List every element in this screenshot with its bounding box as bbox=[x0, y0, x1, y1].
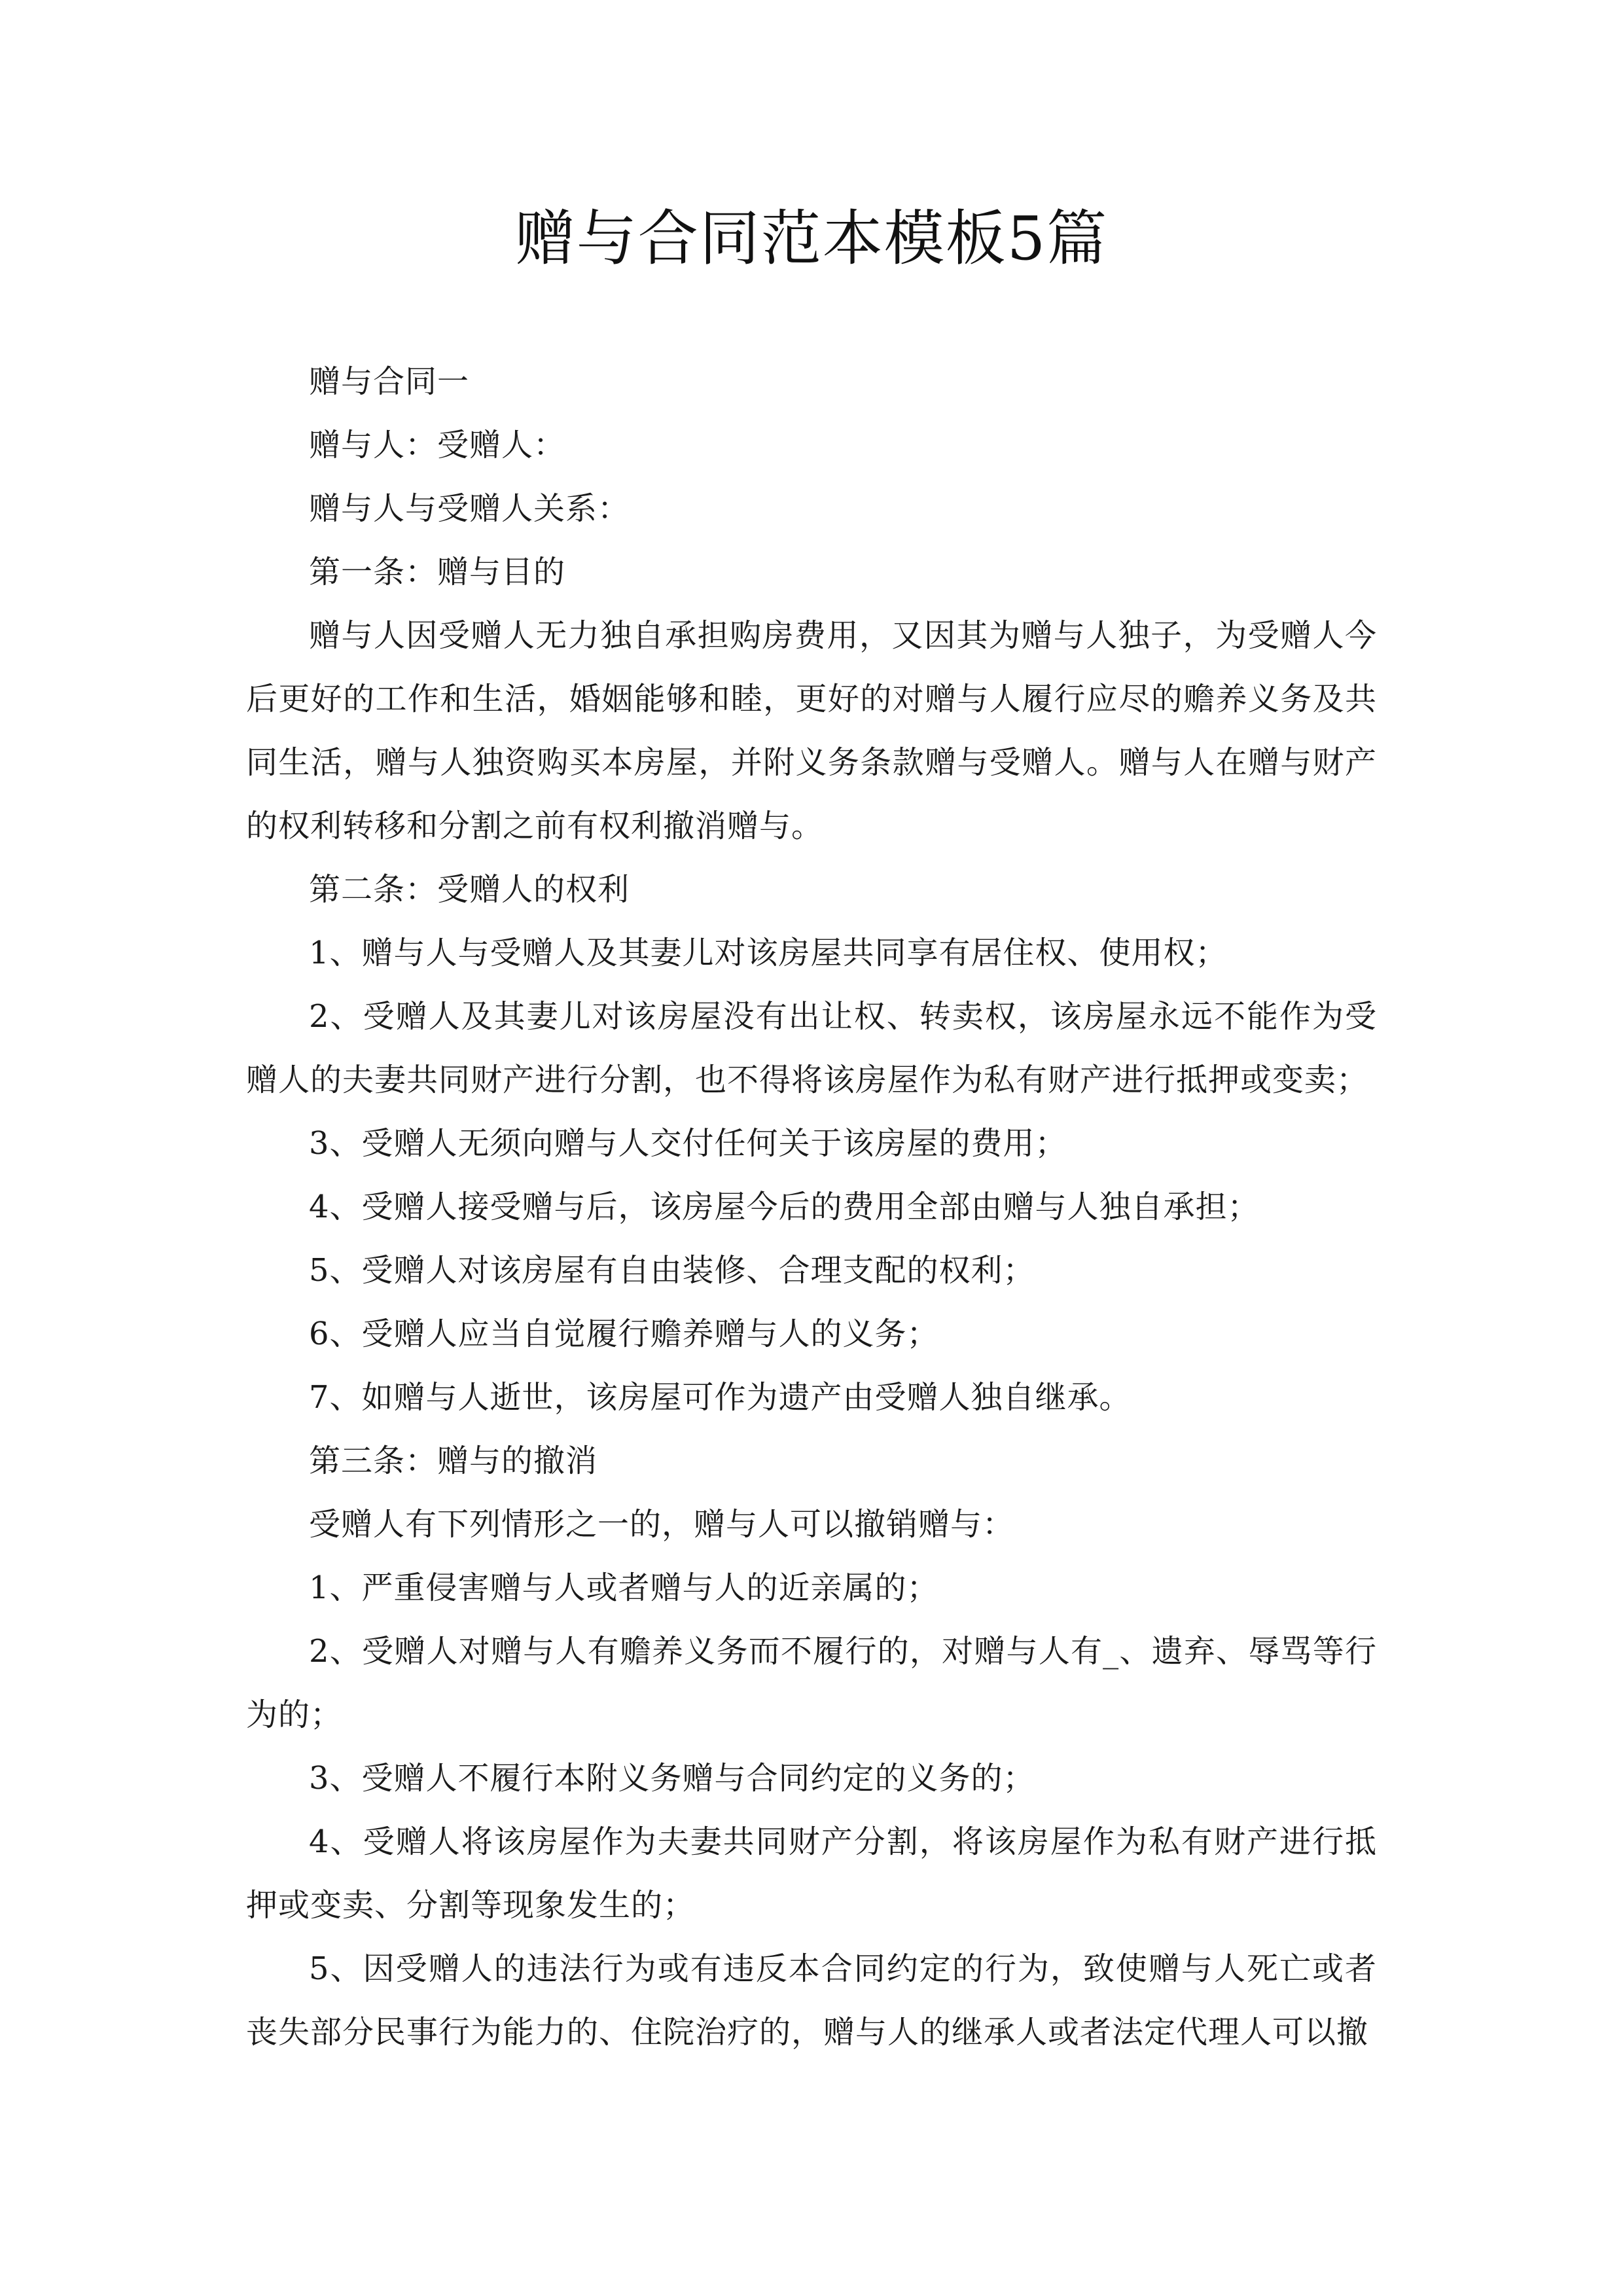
list-item: 7、如赠与人逝世，该房屋可作为遗产由受赠人独自继承。 bbox=[309, 1379, 1132, 1416]
list-item: 6、受赠人应当自觉履行赡养赠与人的义务； bbox=[309, 1316, 939, 1352]
list-item: 1、赠与人与受赠人及其妻儿对该房屋共同享有居住权、使用权； bbox=[309, 935, 1228, 971]
article-heading: 第三条：赠与的撤消 bbox=[309, 1443, 598, 1479]
list-item: 1、严重侵害赠与人或者赠与人的近亲属的； bbox=[309, 1570, 939, 1606]
list-item: 4、受赠人将该房屋作为夫妻共同财产分割，将该房屋作为私有财产进行抵押或变卖、分割等现象发生的； bbox=[246, 1823, 1377, 1924]
list-item: 5、受赠人对该房屋有自由装修、合理支配的权利； bbox=[309, 1252, 1035, 1289]
relationship-line: 赠与人与受赠人关系： bbox=[309, 490, 630, 527]
parties-line: 赠与人：受赠人： bbox=[309, 427, 566, 463]
document-title: 赠与合同范本模板5篇 bbox=[514, 204, 1109, 274]
list-item: 2、受赠人对赠与人有赡养义务而不履行的，对赠与人有_、遗弃、辱骂等行为的； bbox=[246, 1633, 1377, 1733]
list-item: 5、因受赠人的违法行为或有违反本合同约定的行为，致使赠与人死亡或者丧失部分民事行为能力的、住院治疗的，赠与人的继承人或者法定代理人可以撤 bbox=[246, 1950, 1377, 2051]
section-heading: 赠与合同一 bbox=[309, 363, 470, 400]
paragraph: 赠与人因受赠人无力独自承担购房费用，又因其为赠与人独子，为受赠人今后更好的工作和生活，婚姻能够和睦，更好的对赠与人履行应尽的赡养义务及共同生活，赠与人独资购买本房屋，并附义务条款赠与受赠人。赠与人在赠与财产的权利转移和分割之前有权利撤消赠与。 bbox=[246, 617, 1377, 844]
list-item: 4、受赠人接受赠与后，该房屋今后的费用全部由赠与人独自承担； bbox=[309, 1189, 1260, 1225]
list-item: 2、受赠人及其妻儿对该房屋没有出让权、转卖权，该房屋永远不能作为受赠人的夫妻共同财产进行分割，也不得将该房屋作为私有财产进行抵押或变卖； bbox=[246, 998, 1377, 1098]
article-heading: 第二条：受赠人的权利 bbox=[309, 871, 630, 908]
article-heading: 第一条：赠与目的 bbox=[309, 554, 566, 590]
paragraph: 受赠人有下列情形之一的，赠与人可以撤销赠与： bbox=[309, 1506, 1015, 1543]
list-item: 3、受赠人无须向赠与人交付任何关于该房屋的费用； bbox=[309, 1125, 1067, 1162]
document-body bbox=[246, 350, 1377, 2064]
list-item: 3、受赠人不履行本附义务赠与合同约定的义务的； bbox=[309, 1760, 1035, 1797]
